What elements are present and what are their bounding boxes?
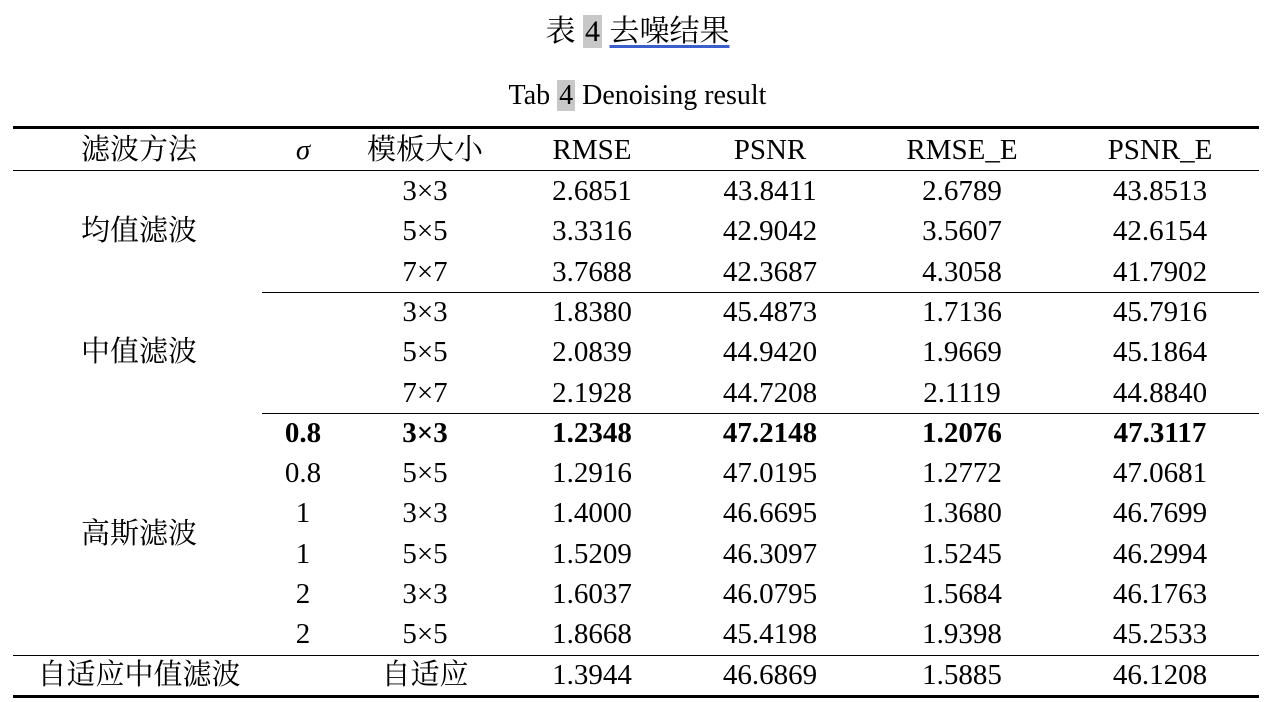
size-cell: 3×3 <box>402 175 448 207</box>
psnr-cell: 44.9420 <box>722 336 818 369</box>
size-cell: 7×7 <box>402 376 448 409</box>
sigma-cell: 1 <box>295 497 311 530</box>
rmse-e-cell: 1.7136 <box>922 295 1002 328</box>
rmse-cell: 1.8668 <box>552 618 632 651</box>
rmse-cell: 3.3316 <box>552 215 632 248</box>
sigma-cell: 0.8 <box>284 457 322 490</box>
caption-cn-prefix: 表 <box>545 15 576 48</box>
table-caption-en <box>0 76 1275 116</box>
psnr-cell: 47.0195 <box>722 457 818 490</box>
column-header: RMSE_E <box>906 134 1018 166</box>
psnr-cell: 44.7208 <box>722 376 818 409</box>
sigma-cell: 1 <box>295 537 311 570</box>
caption-number-cn: 4 <box>585 15 600 48</box>
caption-number-en: 4 <box>559 80 574 111</box>
psnr-e-cell: 47.3117 <box>1113 416 1207 449</box>
method-cell: 中值滤波 <box>80 336 198 369</box>
size-cell: 3×3 <box>402 295 448 328</box>
rmse-cell: 2.6851 <box>552 175 632 207</box>
top-rule <box>13 126 1259 129</box>
size-cell: 5×5 <box>402 215 448 248</box>
rmse-e-cell: 1.2076 <box>922 416 1002 449</box>
column-header: 滤波方法 <box>80 134 198 166</box>
psnr-cell: 45.4198 <box>722 618 818 651</box>
rmse-cell: 1.5209 <box>552 537 632 570</box>
psnr-e-cell: 45.7916 <box>1112 295 1208 328</box>
caption-cn-title: 去噪结果 <box>609 15 730 48</box>
psnr-cell: 46.3097 <box>722 537 818 570</box>
table-caption-cn <box>0 10 1275 54</box>
psnr-cell: 47.2148 <box>722 416 818 449</box>
rmse-e-cell: 4.3058 <box>922 255 1002 288</box>
psnr-e-cell: 46.7699 <box>1112 497 1208 530</box>
rmse-e-cell: 1.5885 <box>922 658 1002 691</box>
psnr-e-cell: 41.7902 <box>1112 255 1208 288</box>
sigma-cell: 0.8 <box>284 416 322 449</box>
size-cell: 5×5 <box>402 618 448 651</box>
psnr-e-cell: 45.2533 <box>1112 618 1208 651</box>
psnr-e-cell: 46.2994 <box>1112 537 1208 570</box>
rmse-cell: 1.4000 <box>552 497 632 530</box>
rmse-cell: 1.2916 <box>552 457 632 490</box>
size-cell: 自适应 <box>381 658 469 691</box>
psnr-cell: 42.3687 <box>722 255 818 288</box>
rmse-cell: 1.6037 <box>552 578 632 610</box>
psnr-e-cell: 46.1208 <box>1112 658 1208 691</box>
method-cell: 均值滤波 <box>80 215 198 248</box>
rmse-cell: 1.3944 <box>552 658 632 691</box>
size-cell: 5×5 <box>402 537 448 570</box>
rmse-e-cell: 2.6789 <box>922 175 1002 207</box>
size-cell: 7×7 <box>402 255 448 288</box>
rmse-cell: 2.0839 <box>552 336 632 369</box>
sigma-cell: 2 <box>295 578 311 610</box>
method-cell: 高斯滤波 <box>80 517 198 550</box>
psnr-e-cell: 47.0681 <box>1112 457 1208 490</box>
size-cell: 5×5 <box>402 457 448 490</box>
rmse-e-cell: 1.9398 <box>922 618 1002 651</box>
sigma-cell: 2 <box>295 618 311 651</box>
method-cell: 自适应中值滤波 <box>37 658 241 691</box>
size-cell: 3×3 <box>402 578 448 610</box>
rmse-e-cell: 1.3680 <box>922 497 1002 530</box>
rmse-e-cell: 1.2772 <box>922 457 1002 490</box>
psnr-cell: 42.9042 <box>722 215 818 248</box>
rmse-e-cell: 1.5245 <box>922 537 1002 570</box>
column-header: PSNR_E <box>1107 134 1213 166</box>
psnr-cell: 46.6695 <box>722 497 818 530</box>
rmse-cell: 3.7688 <box>552 255 632 288</box>
psnr-cell: 46.6869 <box>722 658 818 691</box>
column-header: RMSE <box>552 134 632 166</box>
psnr-cell: 46.0795 <box>722 578 818 610</box>
rmse-e-cell: 1.5684 <box>922 578 1002 610</box>
psnr-e-cell: 42.6154 <box>1112 215 1208 248</box>
psnr-e-cell: 46.1763 <box>1112 578 1208 610</box>
psnr-e-cell: 43.8513 <box>1112 175 1208 207</box>
rmse-cell: 1.2348 <box>552 416 632 449</box>
column-header: PSNR <box>733 134 807 166</box>
rmse-cell: 1.8380 <box>552 295 632 328</box>
rmse-e-cell: 2.1119 <box>923 376 1001 409</box>
rmse-e-cell: 1.9669 <box>922 336 1002 369</box>
psnr-cell: 43.8411 <box>723 175 817 207</box>
rmse-e-cell: 3.5607 <box>922 215 1002 248</box>
size-cell: 3×3 <box>402 416 448 449</box>
caption-en-title: Denoising result <box>582 80 767 111</box>
header-rule <box>13 170 1259 171</box>
column-header: σ <box>295 134 311 166</box>
size-cell: 3×3 <box>402 497 448 530</box>
bottom-rule <box>13 695 1259 698</box>
psnr-e-cell: 44.8840 <box>1112 376 1208 409</box>
psnr-cell: 45.4873 <box>722 295 818 328</box>
caption-en-prefix: Tab <box>508 80 551 111</box>
size-cell: 5×5 <box>402 336 448 369</box>
rmse-cell: 2.1928 <box>552 376 632 409</box>
psnr-e-cell: 45.1864 <box>1112 336 1208 369</box>
column-header: 模板大小 <box>366 134 484 166</box>
